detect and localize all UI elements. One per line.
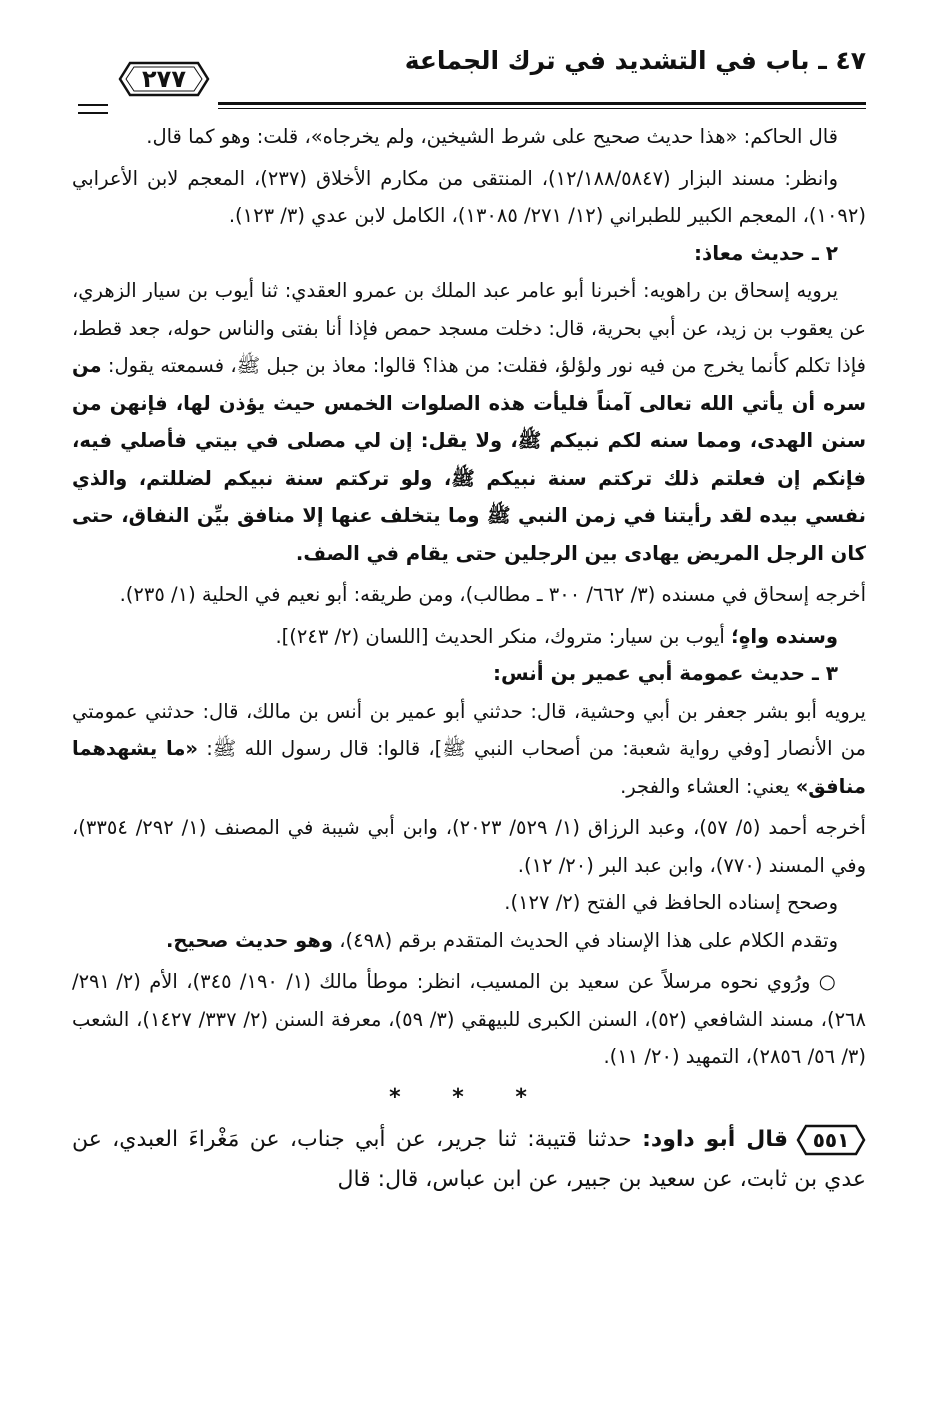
header-dash <box>78 112 108 114</box>
header-rule-thin <box>218 108 866 109</box>
hadith-text: «ما يشهدهما منافق» <box>72 737 866 798</box>
paragraph <box>72 693 866 806</box>
section-heading: ٣ ـ حديث عمومة أبي عمير بن أنس: <box>493 661 838 685</box>
paragraph: أخرجه إسحاق في مسنده (٣/ ٦٦٢/ ٣٠٠ ـ مطالب)، ومن طريقه: أبو نعيم في الحلية (١/ ٢٣٥). <box>119 583 866 606</box>
text-run: حدثنا قتيبة: ثنا جرير، عن أبي جناب، عن مَغْراءَ العبدي، عن عدي بن ثابت، عن سعيد بن جبير، عن ابن عباس، قال: قال <box>72 1126 866 1192</box>
paragraph <box>72 922 866 960</box>
section-divider: * * * <box>389 1084 549 1110</box>
text-run: يرويه إسحاق بن راهويه: أخبرنا أبو عامر عبد الملك بن عمرو العقدي: ثنا أيوب بن سيار الزهري، عن يعقوب بن زيد، عن أبي بحرية، قال: دخلت مسجد حمص فإذا أنا بفتى والناس حوله، جعد قطط، فإذا تكلم كأنما يخرج من فيه نور ولؤلؤ، فقلت: من هذا؟ قالوا: معاذ بن جبل ﷺ، فسمعته يقول: <box>72 279 866 377</box>
hadith-number: ٥٥١ <box>812 1127 850 1152</box>
text-run: يعني: العشاء والفجر. <box>620 774 796 798</box>
page-number: ٢٧٧ <box>142 65 186 93</box>
paragraph <box>72 272 866 572</box>
page-body <box>72 118 866 1200</box>
paragraph: قال الحاكم: «هذا حديث صحيح على شرط الشيخين، ولم يخرجاه»، قلت: وهو كما قال. <box>146 125 838 148</box>
verdict: وهو حديث صحيح. <box>165 928 334 952</box>
hadith-text: من سره أن يأتي الله تعالى آمناً فليأت هذه الصلوات الخمس حيث يؤذن لها، فإنهن من سنن الهدى، ومما سنه لكم نبيكم ﷺ، ولا يقل: إن لي مصلى في بيتي فأصلي فيه، فإنكم إن فعلتم ذلك تركتم سنة نبيكم ﷺ، ولو تركتم سنة نبيكم لضللتم، والذي نفسي بيده لقد رأيتنا في زمن النبي ﷺ وما يتخلف عنها إلا منافق بيِّن النفاق، حتى كان الرجل المريض يهادى بين الرجلين حتى يقام في الصف. <box>72 354 866 565</box>
paragraph <box>72 1120 866 1200</box>
paragraph: أخرجه أحمد (٥/ ٥٧)، وعبد الرزاق (١/ ٥٢٩/ ٢٠٢٣)، وابن أبي شيبة في المصنف (١/ ٢٩٢/ ٣٣٥٤)، وفي المسند (٧٧٠)، وابن عبد البر (٢٠/ ١٢). <box>72 816 866 877</box>
text-run: أيوب بن سيار: متروك، منكر الحديث [اللسان (٢/ ٢٤٣)]. <box>275 624 732 648</box>
chapter-title: ٤٧ ـ باب في التشديد في ترك الجماعة <box>404 46 866 75</box>
narrator-intro: قال أبو داود: <box>642 1126 789 1152</box>
header-rule <box>218 102 866 105</box>
paragraph: وصحح إسناده الحافظ في الفتح (٢/ ١٢٧). <box>504 891 838 914</box>
paragraph: وانظر: مسند البزار (١٢/١٨٨/٥٨٤٧)، المنتقى من مكارم الأخلاق (٢٣٧)، المعجم لابن الأعرابي (١٠٩٢)، المعجم الكبير للطبراني (١٢/ ٢٧١/ ١٣٠٨٥)، الكامل لابن عدي (٣/ ١٢٣). <box>72 166 866 227</box>
text-run: يرويه أبو بشر جعفر بن أبي وحشية، قال: حدثني أبو عمير بن أنس بن مالك، قال: حدثني عمومتي من الأنصار [وفي رواية شعبة: من أصحاب النبي ﷺ]، قالوا: قال رسول الله ﷺ: <box>72 699 866 760</box>
header-dash <box>78 104 108 106</box>
paragraph: ○ ورُوي نحوه مرسلاً عن سعيد بن المسيب، انظر: موطأ مالك (١/ ١٩٠/ ٣٤٥)، الأم (٢/ ٢٩١/ ٢٦٨)، مسند الشافعي (٥٢)، السنن الكبرى للبيهقي (٣/ ٥٩)، معرفة السنن (٢/ ٣٣٧/ ١٤٢٧)، الشعب (٣/ ٥٦/ ٢٨٥٦)، التمهيد (٢٠/ ١١). <box>72 970 866 1068</box>
text-run: وتقدم الكلام على هذا الإسناد في الحديث المتقدم برقم (٤٩٨)، <box>333 928 838 952</box>
section-heading: ٢ ـ حديث معاذ: <box>693 240 838 265</box>
page-number-badge <box>118 60 210 98</box>
paragraph <box>72 618 866 656</box>
verdict: وسنده واهٍ؛ <box>731 624 838 648</box>
hadith-number-badge <box>796 1124 866 1156</box>
